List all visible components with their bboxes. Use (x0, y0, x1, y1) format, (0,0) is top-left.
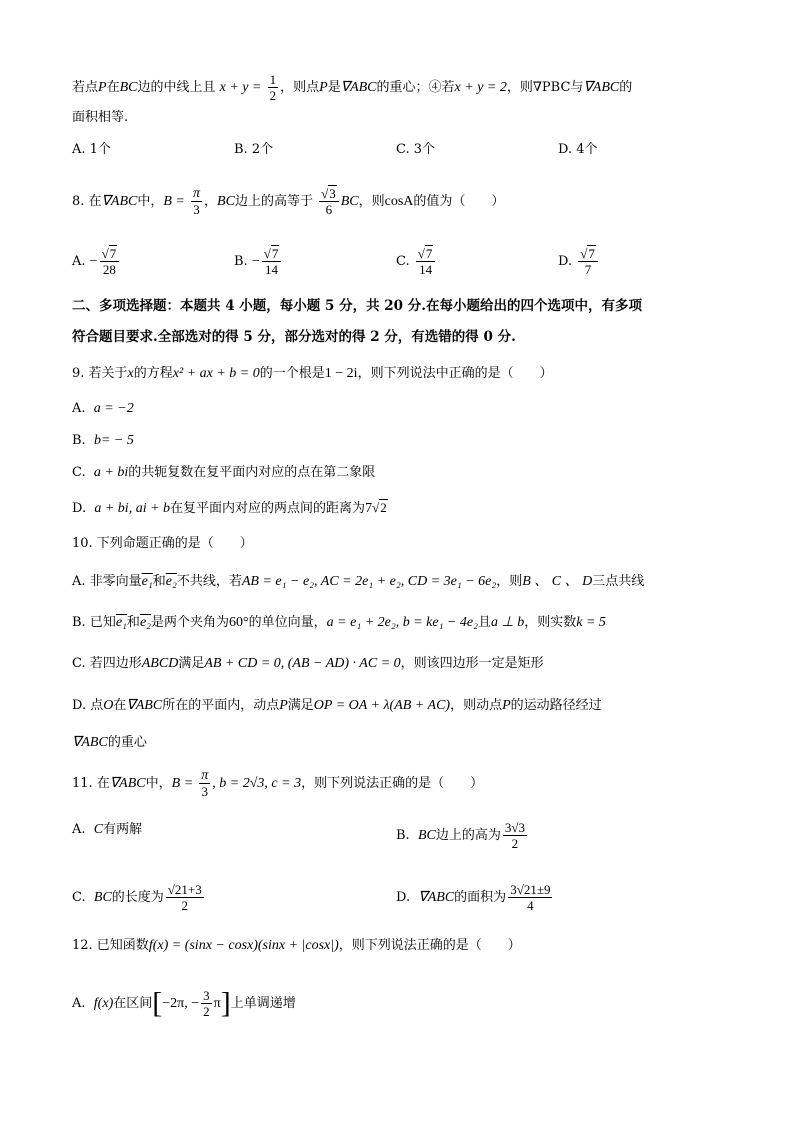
math-P: P (502, 698, 511, 713)
option-label: D. (72, 501, 87, 516)
option-label: A. (72, 401, 86, 416)
q10-stem: 10. 下列命题正确的是（ ） (72, 536, 253, 551)
sqrt: √2 (372, 500, 387, 515)
text: 12. 已知函数 (72, 938, 149, 953)
text: 11. 在 (72, 776, 110, 791)
q8-option-b (234, 246, 283, 277)
numerator: √21+3 (167, 882, 202, 897)
math-root: 1 − 2i (324, 366, 358, 381)
q12-stem (72, 936, 722, 956)
math: a + bi (93, 465, 129, 480)
denominator: 4 (527, 898, 534, 913)
denominator: 28 (102, 262, 116, 277)
math-BC: BC (340, 194, 359, 209)
fraction-sqrt3-6 (319, 186, 339, 217)
radicand: 3 (329, 186, 336, 201)
fraction (578, 246, 598, 277)
fraction (262, 246, 282, 277)
math-triangle: ∇ABC (126, 698, 163, 713)
text: ， (204, 194, 218, 209)
text: 面积相等. (72, 110, 129, 125)
q8-stem (72, 186, 722, 217)
sign: − (89, 254, 98, 269)
q10-option-d (72, 696, 722, 716)
numerator: √7 (100, 246, 120, 262)
math-P: P (98, 80, 107, 95)
q9-option-c (72, 463, 722, 483)
math-vector-eqs: AB + CD = 0, (AB − AD) · AC = 0 (204, 656, 401, 671)
option-label: A. (72, 996, 86, 1011)
text: 边上的高等于 (234, 194, 313, 209)
left-bracket: [ (152, 986, 163, 1020)
numerator: π (201, 768, 209, 783)
text: C. 若四边形 (72, 656, 142, 671)
math-triangle: ∇ABC (583, 80, 620, 95)
radicand: 7 (271, 246, 279, 261)
text: 上单调递增 (230, 996, 296, 1011)
numerator: 3 (203, 988, 210, 1003)
math-x: x (127, 366, 134, 381)
math-sides: , b = 2√3, c = 3 (212, 776, 302, 791)
q11-option-a (72, 820, 142, 840)
denominator: 6 (325, 202, 333, 217)
text: 有两解 (103, 822, 143, 837)
option-label: B. (234, 254, 248, 269)
q8-option-d (558, 246, 600, 277)
q8-option-a (72, 246, 121, 277)
q9-stem (72, 364, 722, 384)
math-BC: BC (217, 194, 235, 209)
text: 中， (145, 776, 172, 791)
fraction (508, 882, 552, 913)
text: 不共线，若 (176, 574, 242, 589)
option-label: B. (72, 433, 86, 448)
math-B: B = (163, 194, 185, 209)
option-label: A. (72, 254, 86, 269)
math: b= − 5 (93, 433, 134, 448)
math-triangle: ∇ABC (101, 194, 138, 209)
text: 的重心 (107, 735, 147, 750)
q9-option-b (72, 431, 722, 451)
text: ，则该四边形一定是矩形 (400, 656, 544, 671)
text: ，则动点 (450, 698, 503, 713)
text: 的单位向量， (248, 615, 327, 630)
text: 的长度为 (111, 890, 164, 905)
section2-heading-line2: 符合题目要求.全部选对的得 5 分，部分选对的得 2 分，有选错的得 0 分. (72, 329, 516, 345)
fraction (416, 246, 436, 277)
math-points: B 、 C 、 D (522, 574, 593, 589)
q11-option-d (396, 882, 554, 913)
math-triangle: ∇ABC (109, 776, 146, 791)
sign: − (251, 254, 260, 269)
math-triangle: ∇ABC (340, 80, 377, 95)
numerator: 3√3 (504, 820, 525, 835)
text: 中， (137, 194, 164, 209)
text: 的运动路径经过 (510, 698, 602, 713)
denominator: 14 (265, 262, 279, 277)
math-quad: ABCD (141, 656, 179, 671)
math-O: O (103, 698, 114, 713)
vector-e2: e₂ (165, 574, 177, 589)
radicand: 2 (380, 500, 387, 515)
q10-option-a (72, 572, 722, 592)
fraction-pi-3 (191, 186, 202, 217)
q7-option-c: C. 3个 (396, 142, 436, 157)
denominator: 2 (269, 88, 277, 103)
math-B: B = (171, 776, 194, 791)
denominator: 7 (584, 262, 592, 277)
right-bracket: ] (220, 986, 231, 1020)
fraction (100, 246, 120, 277)
text: 和 (152, 574, 166, 589)
text: ，则实数 (524, 615, 577, 630)
text: ，则∇PBC与 (506, 80, 584, 95)
text: 9. 若关于 (72, 366, 128, 381)
vector-e1: e₁ (141, 574, 153, 589)
text: 的一个根是 (259, 366, 325, 381)
q10-option-c (72, 654, 722, 674)
math-vector-eq: OP = OA + λ(AB + AC) (313, 698, 451, 713)
numerator: 1 (269, 72, 277, 87)
text: 和 (126, 615, 140, 630)
q11-option-c (72, 882, 206, 913)
q7-continuation-line2 (72, 108, 722, 128)
math: 7 (365, 501, 373, 516)
math-interval: −2π, − (162, 996, 200, 1011)
text: ，则下列说法正确的是（ ） (301, 776, 484, 791)
math-function: f(x) = (sinx − cosx)(sinx + |cosx|) (148, 938, 339, 953)
text: 的 (619, 80, 633, 95)
text: 满足 (178, 656, 205, 671)
math-vector-eqs: a = e₁ + 2e₂, b = ke₁ − 4e₂ (326, 615, 478, 630)
math-P: P (319, 80, 328, 95)
radicand: 7 (109, 246, 117, 261)
numerator: √7 (578, 246, 598, 262)
math-vector-eqs: AB = e₁ − e₂, AC = 2e₁ + e₂, CD = 3e₁ − 6e₂ (241, 574, 497, 589)
text: 且 (478, 615, 492, 630)
text: ，则下列说法正确的是（ ） (338, 938, 521, 953)
math-BC: BC (93, 890, 112, 905)
text: 在 (106, 80, 120, 95)
numerator: 3√21±9 (510, 882, 551, 897)
option-label: B. (396, 828, 410, 843)
q11-option-b (396, 820, 529, 851)
vector-e1: e₁ (115, 615, 127, 630)
math-BC: BC (417, 828, 436, 843)
math-angle: 60° (229, 615, 249, 630)
q7-option-d: D. 4个 (558, 142, 598, 157)
text: ，则点 (280, 80, 320, 95)
text: B. 已知 (72, 615, 116, 630)
text: 边的中线上且 (137, 80, 216, 95)
option-label: C. (72, 465, 86, 480)
text: 边上的高为 (435, 828, 501, 843)
denominator: 14 (419, 262, 433, 277)
q10-option-d-cont (72, 733, 722, 753)
section2-heading-line1: 二、多项选择题：本题共 4 小题，每小题 5 分，共 20 分.在每小题给出的四个选项中，有多项 (72, 298, 642, 314)
radicand: 7 (588, 246, 595, 261)
text: 8. 在 (72, 194, 102, 209)
text: A. 非零向量 (72, 574, 142, 589)
text: 在区间 (113, 996, 153, 1011)
math-P: P (279, 698, 288, 713)
text: 满足 (287, 698, 314, 713)
text: 是两个夹角为 (151, 615, 230, 630)
math-k: k = 5 (576, 615, 606, 630)
q12-option-a (72, 988, 722, 1019)
denominator: 2 (203, 1004, 210, 1019)
text: D. 点 (72, 698, 104, 713)
q11-stem (72, 768, 722, 799)
text: 在 (113, 698, 127, 713)
text: ，则 (358, 194, 385, 209)
numerator: √7 (262, 246, 282, 262)
math-triangle: ∇ABC (72, 735, 108, 750)
fraction (503, 820, 527, 851)
math-equation: x² + ax + b = 0 (172, 366, 260, 381)
q9-option-d (72, 498, 722, 519)
text: 若点 (72, 80, 99, 95)
text: ，则 (496, 574, 523, 589)
math-triangle: ∇ABC (418, 890, 455, 905)
option-label: C. (72, 890, 86, 905)
text: 的重心；④若 (376, 80, 455, 95)
numerator: √7 (416, 246, 436, 262)
math: a + bi, ai + b (94, 501, 171, 516)
option-label: D. (558, 254, 573, 269)
text: 三点共线 (592, 574, 645, 589)
math-eq: x + y = (219, 80, 262, 95)
text: 的方程 (133, 366, 173, 381)
fraction (166, 882, 204, 913)
text: 的值为（ ） (413, 194, 505, 209)
fraction (201, 988, 212, 1019)
math-perp: a ⊥ b (491, 615, 525, 630)
option-label: A. (72, 822, 86, 837)
text: ，则下列说法中正确的是（ ） (357, 366, 553, 381)
q7-option-b: B. 2个 (234, 142, 274, 157)
option-label: D. (396, 890, 411, 905)
fraction-one-half (268, 72, 279, 103)
numerator: π (193, 186, 201, 201)
q7-option-a: A. 1个 (72, 142, 111, 157)
q10-option-b (72, 613, 722, 633)
text: 是 (327, 80, 341, 95)
math-pi: π (213, 996, 221, 1011)
denominator: 2 (511, 836, 519, 851)
option-label: C. (396, 254, 410, 269)
numerator: √3 (319, 186, 339, 202)
math-f: f(x) (93, 996, 114, 1011)
q9-option-a (72, 399, 722, 419)
math-eq: x + y = 2 (454, 80, 507, 95)
math-cosA: cosA (384, 194, 414, 209)
denominator: 2 (181, 898, 189, 913)
radicand: 7 (425, 246, 433, 261)
math: a = −2 (93, 401, 134, 416)
text: 所在的平面内，动点 (162, 698, 280, 713)
denominator: 3 (201, 784, 209, 799)
q7-continuation-line1 (72, 72, 722, 103)
denominator: 3 (193, 202, 200, 217)
vector-e2: e₂ (139, 615, 152, 630)
text: 的共轭复数在复平面内对应的点在第二象限 (128, 465, 376, 480)
q8-option-c (396, 246, 437, 277)
fraction-pi-3 (199, 768, 210, 799)
math-C: C (93, 822, 104, 837)
text: 在复平面内对应的两点间的距离为 (170, 501, 366, 516)
math-BC: BC (119, 80, 138, 95)
text: 的面积为 (454, 890, 507, 905)
